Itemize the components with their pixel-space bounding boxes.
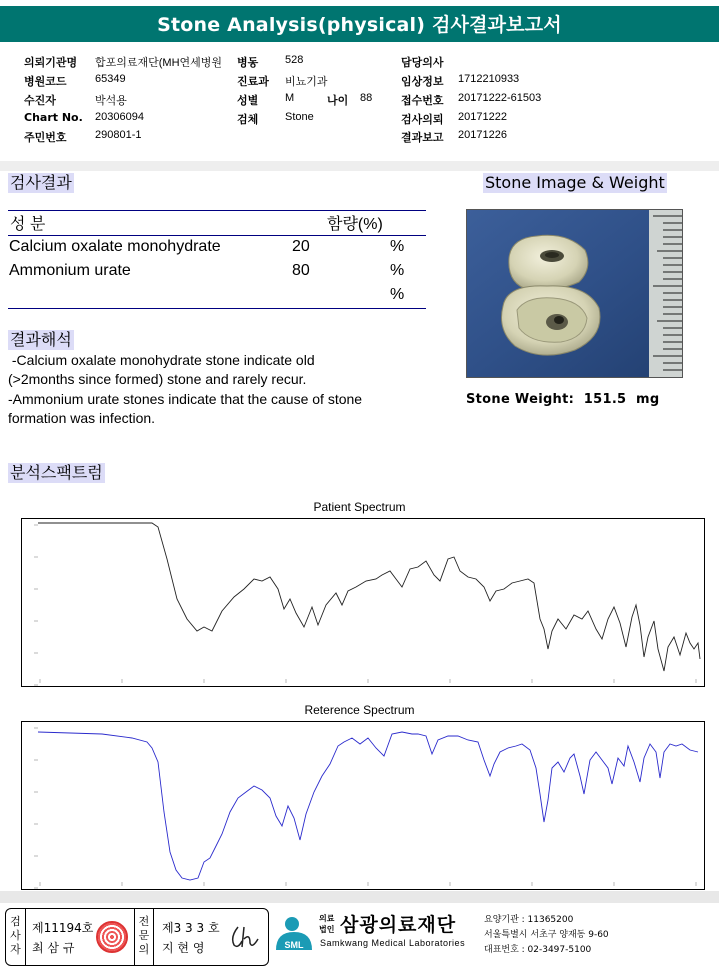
value-receipt-no: 20171222-61503 bbox=[458, 92, 542, 104]
label-specimen: 검체 bbox=[237, 113, 259, 126]
report-title: Stone Analysis(physical) 검사결과보고서 bbox=[0, 6, 719, 42]
patient-spectrum-plot bbox=[22, 519, 704, 686]
patient-spectrum-title: Patient Spectrum bbox=[313, 500, 406, 514]
org-code: 요양기관 : 11365200 bbox=[484, 915, 574, 925]
spectrum-axis-ticks bbox=[34, 525, 696, 685]
label-sex: 성별 bbox=[237, 94, 259, 107]
interpretation-line: (>2months since formed) stone and rarely recur. bbox=[8, 371, 307, 387]
reference-spectrum-title: Reterence Spectrum bbox=[304, 703, 415, 717]
footer-band bbox=[0, 891, 719, 903]
image-section-title: Stone Image & Weight bbox=[485, 173, 665, 192]
spectrum-section-title: 분석스팩트럼 bbox=[10, 463, 103, 482]
org-english-name: Samkwang Medical Laboratories bbox=[320, 938, 466, 948]
reference-spectrum-chart bbox=[21, 721, 705, 890]
interpretation-title: 결과해석 bbox=[10, 330, 72, 349]
table-bottom-rule bbox=[8, 308, 426, 309]
reference-spectrum-plot bbox=[22, 722, 704, 889]
value-institution: 합포의료재단(MH연세병원 bbox=[95, 57, 223, 69]
org-phone: 대표번호 : 02-3497-5100 bbox=[484, 945, 592, 955]
specialist-id: 제3 3 3 호 bbox=[162, 921, 220, 935]
stone-photo-drawing bbox=[467, 210, 682, 377]
table-header-rule bbox=[8, 235, 426, 236]
interpretation-line: -Ammonium urate stones indicate that the cause of stone bbox=[8, 391, 363, 407]
label-chart-no: Chart No. bbox=[24, 111, 83, 124]
component-unit: % bbox=[390, 238, 405, 255]
signature-box bbox=[5, 908, 269, 966]
label-institution: 의뢰기관명 bbox=[24, 56, 78, 69]
spectrum-trace bbox=[38, 732, 698, 880]
value-specimen: Stone bbox=[285, 111, 314, 123]
label-receipt-no: 접수번호 bbox=[401, 94, 444, 107]
org-address: 서울특별시 서초구 양재동 9-60 bbox=[484, 930, 609, 940]
component-name: Calcium oxalate monohydrate bbox=[9, 238, 221, 255]
label-report-date: 결과보고 bbox=[401, 131, 444, 144]
separator-band bbox=[0, 161, 719, 171]
component-unit: % bbox=[390, 262, 405, 279]
spectrum-axis-ticks bbox=[34, 728, 696, 888]
inspector-label: 검사자 bbox=[6, 909, 26, 965]
value-clinical-info: 1712210933 bbox=[458, 73, 520, 85]
stone-photo bbox=[466, 209, 683, 378]
label-request-date: 검사의뢰 bbox=[401, 113, 444, 126]
patient-spectrum-chart bbox=[21, 518, 705, 687]
results-section-title: 검사결과 bbox=[10, 173, 72, 192]
label-ward: 병동 bbox=[237, 56, 259, 69]
specialist-name: 지 현 영 bbox=[162, 941, 205, 955]
value-chart-no: 20306094 bbox=[95, 111, 144, 123]
value-department: 비뇨기과 bbox=[285, 76, 328, 88]
value-hospital-code: 65349 bbox=[95, 73, 126, 85]
component-name: Ammonium urate bbox=[9, 262, 131, 279]
patient-info bbox=[0, 48, 719, 158]
inspector-seal bbox=[96, 921, 128, 953]
org-name: 삼광의료재단 bbox=[340, 914, 457, 936]
inspector-id: 제11194호 bbox=[32, 921, 94, 935]
stone-weight: Stone Weight: 151.5 mg bbox=[466, 392, 660, 407]
interpretation-line: formation was infection. bbox=[8, 410, 156, 426]
label-hospital-code: 병원코드 bbox=[24, 75, 67, 88]
label-department: 진료과 bbox=[237, 75, 269, 88]
specialist-signature bbox=[228, 923, 260, 951]
component-value: 80 bbox=[292, 262, 310, 279]
value-request-date: 20171222 bbox=[458, 111, 507, 123]
column-content: 함량(%) bbox=[327, 216, 383, 233]
value-ward: 528 bbox=[285, 54, 304, 66]
specialist-label: 전문의 bbox=[134, 909, 154, 965]
spectrum-trace bbox=[38, 523, 700, 671]
label-age: 나이 bbox=[327, 94, 349, 107]
inspector-name: 최 삼 규 bbox=[32, 941, 75, 955]
column-component: 성 분 bbox=[10, 216, 46, 233]
label-resident-no: 주민번호 bbox=[24, 131, 67, 144]
logo-text: SML bbox=[284, 940, 304, 950]
value-patient: 박석용 bbox=[95, 95, 127, 107]
component-unit: % bbox=[390, 286, 405, 303]
org-small-2: 법인 bbox=[319, 925, 335, 934]
label-clinical-info: 임상정보 bbox=[401, 75, 444, 88]
value-report-date: 20171226 bbox=[458, 129, 507, 141]
org-small-1: 의료 bbox=[319, 914, 335, 923]
label-doctor: 담당의사 bbox=[401, 56, 444, 69]
component-value: 20 bbox=[292, 238, 310, 255]
value-resident-no: 290801-1 bbox=[95, 129, 142, 141]
interpretation-line: -Calcium oxalate monohydrate stone indicate old bbox=[8, 352, 315, 368]
value-age: 88 bbox=[360, 92, 373, 104]
value-sex: M bbox=[285, 92, 295, 104]
sml-logo-icon bbox=[272, 910, 316, 960]
label-patient: 수진자 bbox=[24, 94, 56, 107]
